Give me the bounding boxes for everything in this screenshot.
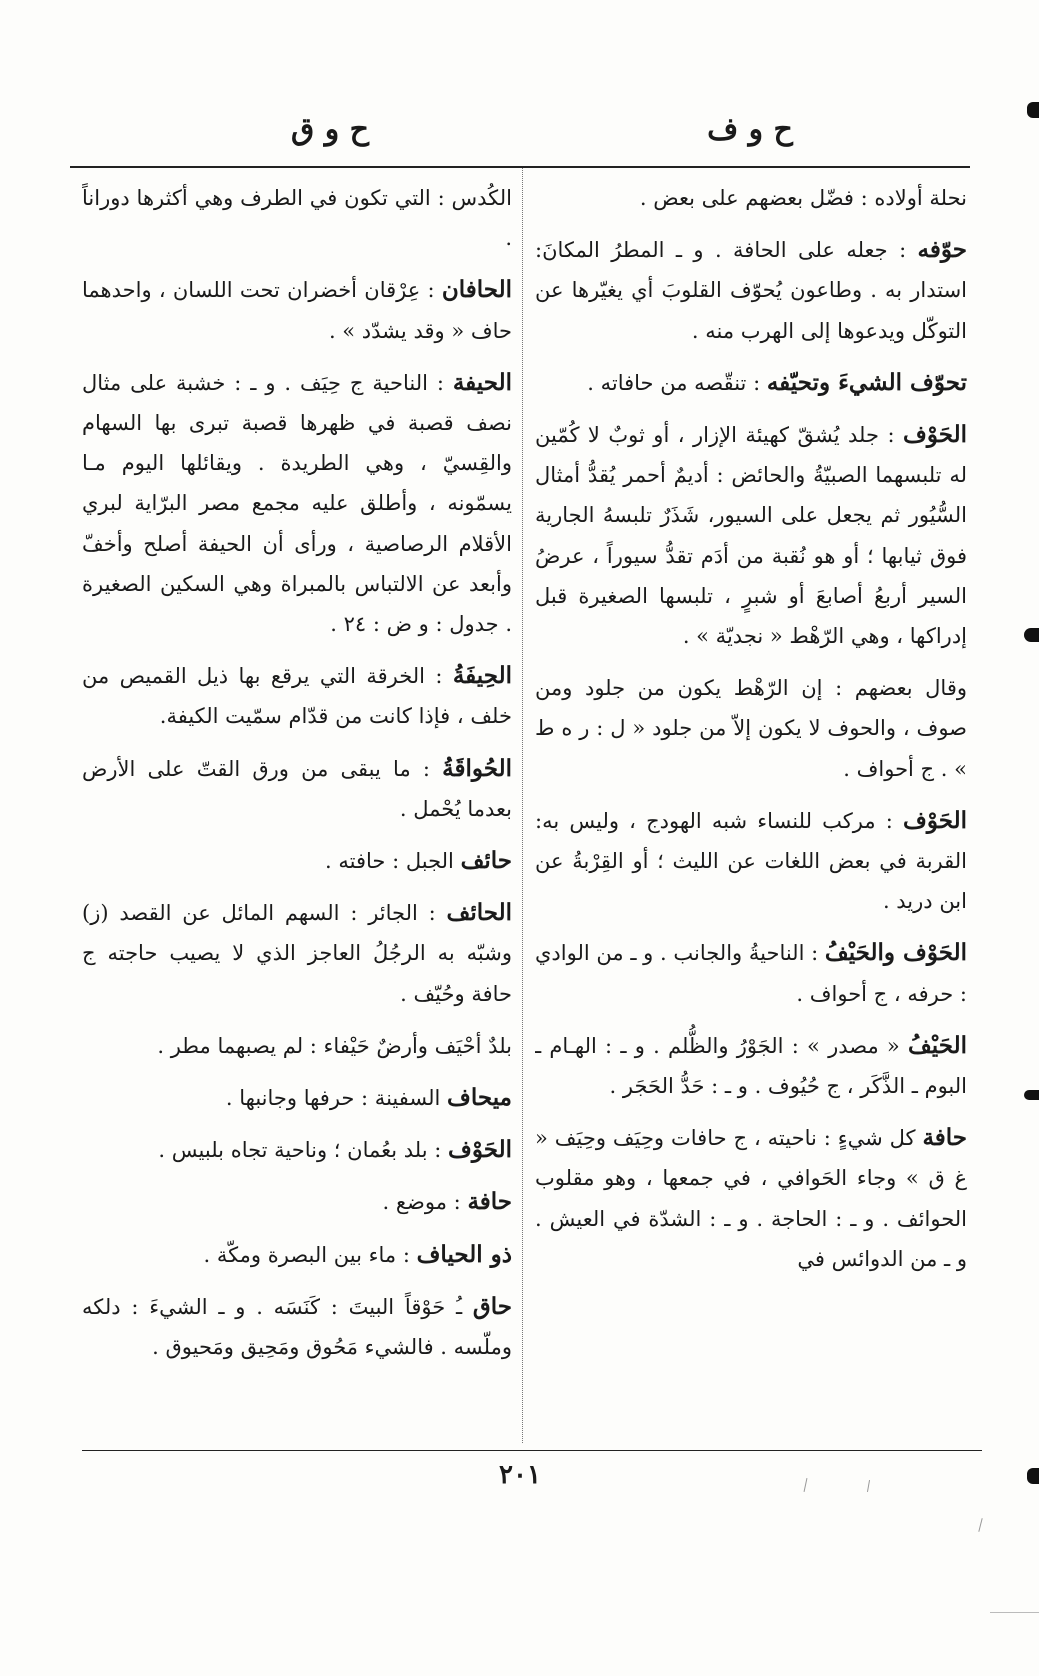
dictionary-entry (82, 1130, 512, 1174)
dictionary-entry (82, 1026, 512, 1070)
stray-scan-line (990, 1612, 1039, 1613)
entry-body: الكُدس : التي تكون في الطرف وهي أكثرها دوراناً . (82, 186, 512, 251)
entry-body: نحلة أولاده : فضّل بعضهم على بعض . (639, 186, 967, 210)
stray-pen-mark (867, 1480, 870, 1492)
entry-body: : الناحيةُ والجانب . و ـ من الوادي : حرفه ، ج أحواف . (535, 941, 967, 1006)
entry-body: : تنقّصه من حافاته . (587, 370, 761, 395)
entry-headword: الحَوْف والحَيْفُ (824, 939, 967, 967)
entry-body: بلدٌ أحْيَف وأرضٌ حَيْفاء : لم يصبهما مطر . (157, 1033, 512, 1058)
entry-body: : موضع . (382, 1190, 461, 1215)
entry-body: : جعله على الحافة . و ـ المطرُ المكانَ: استدار به . وطاعون يُحوّف القلوبَ أي يغيّرها عن التوكّل ويدعوها إلى الهرب منه . (535, 238, 967, 343)
page-number: ٢٠١ (499, 1460, 541, 1490)
dictionary-entry (82, 656, 512, 740)
entry-body: : عِرْقان أخضران تحت اللسان ، واحدهما حاف « وقد يشدّد » . (82, 278, 512, 343)
dictionary-entry (535, 933, 967, 1017)
entry-body: : ماء بين البصرة ومكّة . (203, 1242, 410, 1267)
entry-body: الجبل : حافته . (325, 849, 454, 874)
entry-body: : الجائر : السهم المائل عن القصد (ز) وشبّه به الرجُلُ العاجز الذي لا يصيب حاجته ج حافة وحُيّف . (82, 901, 512, 1006)
dictionary-entry (82, 1287, 512, 1371)
entry-headword: الحَيْفُ (907, 1031, 967, 1059)
edge-ink-mark (1027, 102, 1039, 118)
edge-ink-mark (1024, 628, 1039, 642)
column-divider (522, 168, 523, 1443)
dictionary-entry (82, 749, 512, 833)
entry-headword: الحَوْف (903, 806, 967, 834)
entry-headword: الحُواقَةُ (442, 754, 512, 782)
stray-pen-mark (978, 1518, 982, 1532)
entry-body: السفينة : حرفها وجانبها . (225, 1086, 441, 1111)
entry-headword: الحيفة (452, 368, 512, 396)
dictionary-entry (82, 270, 512, 354)
entry-headword: حافة (922, 1124, 967, 1152)
entry-body: : بلد بعُمان ؛ وناحية تجاه بلبيس . (158, 1138, 442, 1163)
dictionary-entry (535, 668, 967, 793)
entry-body: ـُ حَوْقاً البيتَ : كَنَسَه . و ـ الشيءَ : دلكه وملّسه . فالشيء مَحُوق ومَحِيق ومَحيوق . (82, 1294, 512, 1360)
entry-body: « مصدر » : الجَوْرُ والظُّلم . و ـ : الهـام ـ البوم ـ الذَّكَر ، ج حُيُوف . و ـ : حَدُّ الحَجَر . (535, 1033, 967, 1099)
entry-headword: حافة (467, 1188, 512, 1216)
edge-ink-mark (1024, 1090, 1039, 1100)
dictionary-entry (535, 801, 967, 926)
dictionary-entry (82, 1078, 512, 1122)
dictionary-entry (535, 363, 967, 407)
entry-body: كل شيءٍ : ناحيته ، ج حافات وحِيَف وحِيَف « غ ق » وجاء الحَوافي ، في جمعها ، وهو مقلوب الحوائف . و ـ : الحاجة . و ـ : الشدّة في العيش . و ـ من الدوائس في (535, 1126, 967, 1271)
dictionary-entry (535, 178, 967, 222)
entry-headword: حوّفه (917, 236, 967, 264)
dictionary-entry (535, 1118, 967, 1283)
entry-headword: الحائف (446, 899, 512, 927)
entry-headword: تحوّف الشيءَ وتحيّفه (766, 368, 967, 396)
dictionary-entry (82, 893, 512, 1018)
dictionary-entry (535, 415, 967, 660)
entry-headword: حائف (460, 847, 512, 875)
entry-headword: الحَوْف (903, 421, 967, 449)
dictionary-entry (82, 1235, 512, 1279)
left-column (82, 178, 512, 1443)
dictionary-entry (535, 1026, 967, 1110)
edge-ink-mark (1027, 1468, 1039, 1484)
entry-headword: ميحاف (447, 1084, 512, 1112)
footer-rule (82, 1450, 982, 1451)
dictionary-entry (82, 178, 512, 262)
header-rule (70, 166, 970, 168)
entry-headword: حاق (472, 1292, 512, 1320)
entry-body: وقال بعضهم : إن الرّهْط يكون من جلود ومن صوف ، والحوف لا يكون إلاّ من جلود « ل : ر ه ط » . ج أحواف . (535, 676, 967, 781)
dictionary-entry (535, 230, 967, 355)
entry-headword: ذو الحياف (416, 1240, 512, 1268)
page-header-left: ح و ق (290, 112, 370, 147)
stray-pen-mark (804, 1478, 808, 1492)
right-column (535, 178, 967, 1443)
entry-headword: الحِيفَةُ (452, 662, 512, 690)
dictionary-entry (82, 1182, 512, 1226)
entry-body: : جلد يُشقّ كهيئة الإزار ، أو ثوبٌ لا كُمّين له تلبسهما الصبيّةُ والحائض : أديمٌ أحمر يُقدُّ أمثال السُّيُور ثم يجعل على السيور، شَذَرٌ تلبسهُ الجارية فوق ثيابها ؛ أو هو نُقبة من أدَم تقدُّ سيوراً ، عرضُ السير أربعُ أصابعَ أو شبرٍ ، تلبسها الصغيرة قبل إدراكها ، وهي الرّهْط « نجديّة » . (535, 423, 967, 649)
entry-body: : الناحية ج حِيَف . و ـ : خشبة على مثال نصف قصبة في ظهرها قصبة تبرى بها السهام والقِسيّ ، وهي الطريدة . ويقائلها اليوم مـا يسمّونه ، وأطلق عليه مجمع مصر البرّاية لبري الأقلام الرصاصية ، ورأى أن الحيفة أصلح وأخفّ وأبعد عن الالتباس بالمبراة وهي السكين الصغيرة . جدول : و ض : ٢٤ . (82, 370, 512, 637)
entry-body: : ما يبقى من ورق القتّ على الأرض بعدما يُحْمل . (82, 756, 512, 821)
dictionary-entry (82, 841, 512, 885)
entry-headword: الحَوْف (448, 1136, 512, 1164)
entry-body: : الخرقة التي يرقع بها ذيل القميص من خلف ، فإذا كانت من قدّام سمّيت الكيفة. (82, 664, 512, 729)
page-header-right: ح و ف (707, 112, 793, 147)
entry-headword: الحافان (441, 276, 512, 304)
entry-body: : مركب للنساء شبه الهودج ، وليس به: القربة في بعض اللغات عن الليث ؛ أو القِرْبةُ عن ابن دريد . (535, 808, 967, 914)
dictionary-entry (82, 363, 512, 648)
